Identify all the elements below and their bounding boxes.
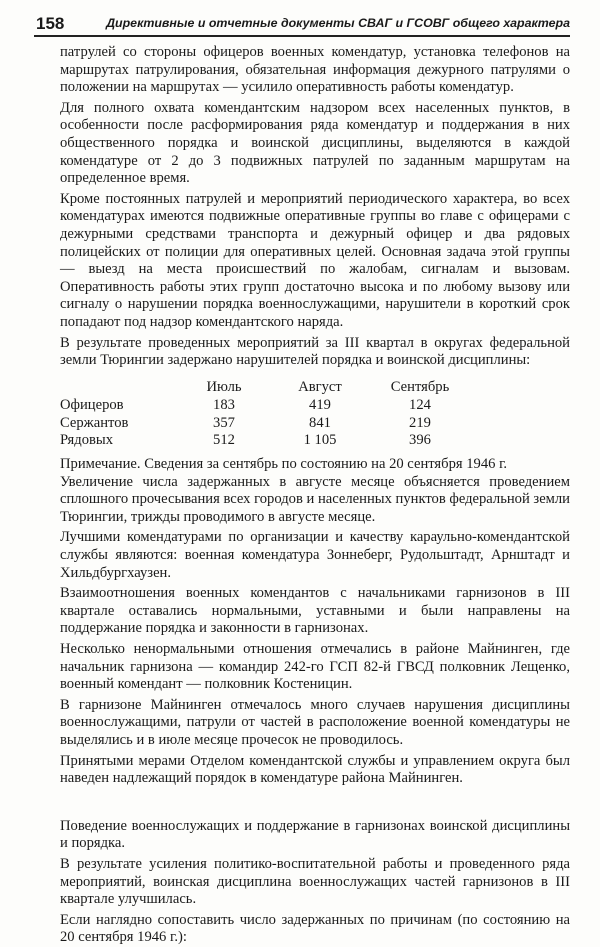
column-header: Сентябрь	[390, 378, 450, 395]
table-cell: 183	[213, 397, 235, 414]
paragraph: Увеличение числа задержанных в августе месяце объясняется проведением сплошного прочесывания всех городов и населенных пунктов федеральной земли Тюрингии, трижды проводимого в августе месяце.	[60, 473, 570, 525]
table-cell: 512	[213, 432, 235, 449]
row-label: Офицеров	[60, 397, 124, 414]
table-cell: 219	[409, 414, 431, 431]
document-body	[60, 44, 570, 947]
paragraph: Несколько ненормальными отношения отмечались в районе Майнинген, где начальник гарнизона — командир 242-го ГСП 82-й ГВСД полковник Лещенко, военный комендант — полковник Костеницин.	[60, 641, 570, 693]
table-cell: 841	[309, 414, 331, 431]
table-header-row	[60, 379, 460, 398]
paragraph: Взаимоотношения военных комендантов с начальниками гарнизонов в III квартале оставались нормальными, уставными и были направлены на поддержание порядка и законности в гарнизонах.	[60, 585, 570, 637]
table-note: Примечание. Сведения за сентябрь по состоянию на 20 сентября 1946 г.	[60, 456, 508, 473]
paragraph: Кроме постоянных патрулей и мероприятий периодического характера, во всех комендатурах имеются подвижные оперативные группы во главе с офицерами с дежурными средствами транспорта и дежурный офицер и два рядовых полицейских от полиции для оперативных целей. Основная задача этой группы — выезд на места происшествий по жалобам, сигналам и вызовам. Оперативность работы этих групп достаточно высока и по любому вызову или сигналу о нарушении порядка военнослужащими, нарушители в короткий срок попадают под надзор комендантского наряда.	[60, 190, 570, 330]
paragraph: Если наглядно сопоставить число задержанных по причинам (по состоянию на 20 сентября 1946 г.):	[60, 911, 570, 946]
column-header: Июль	[206, 378, 242, 395]
row-label: Сержантов	[60, 414, 129, 431]
page-number: 158	[36, 14, 65, 33]
running-title: Директивные и отчетные документы СВАГ и ГСОВГ общего характера	[106, 16, 570, 30]
table-cell: 124	[409, 397, 431, 414]
paragraph: патрулей со стороны офицеров военных комендатур, установка телефонов на маршрутах патрулирования, обязательная информация дежурного патрулями о положении на маршрутах — усилило оперативность работы комендатур.	[60, 44, 570, 96]
table-cell: 419	[309, 397, 331, 414]
table-cell: 357	[213, 414, 235, 431]
paragraph: Для полного охвата комендантским надзором всех населенных пунктов, в особенности после расформирования ряда комендатур и поддержания в них общественного порядка и воинской дисциплины, выделяются в каждой комендатуре от 2 до 3 подвижных патрулей по заданным маршрутам на определенное время.	[60, 99, 570, 187]
paragraph: Лучшими комендатурами по организации и качеству караульно-комендантской службы являются: военная комендатура Зоннеберг, Рудольштадт, Арнштадт и Хильдбургхаузен.	[60, 529, 570, 581]
table-cell: 396	[409, 432, 431, 449]
table-corner	[60, 379, 188, 398]
paragraph: В результате усиления политико-воспитательной работы и проведенного ряда мероприятий, воинская дисциплина военнослужащих частей гарнизонов в III квартале улучшилась.	[60, 855, 570, 908]
paragraph: В результате проведенных мероприятий за III квартал в округах федеральной земли Тюрингии задержано нарушителей порядка и воинской дисциплины:	[60, 334, 570, 369]
page-header	[34, 13, 570, 37]
section-heading: Поведение военнослужащих и поддержание в гарнизонах воинской дисциплины и порядка.	[60, 817, 570, 852]
table-row	[60, 415, 460, 433]
table-row	[60, 432, 460, 450]
detentions-table	[60, 379, 460, 450]
paragraph: Принятыми мерами Отделом комендантской службы и управлением округа был наведен надлежащий порядок в комендатуре района Майнинген.	[60, 752, 570, 787]
table-cell: 1 105	[303, 432, 337, 449]
table-row	[60, 397, 460, 415]
paragraph: В гарнизоне Майнинген отмечалось много случаев нарушения дисциплины военнослужащими, патрули от частей в расположение военной комендатуры не выделялись и в июле месяце прочесок не проводилось.	[60, 696, 570, 748]
row-label: Рядовых	[60, 432, 113, 449]
column-header: Август	[298, 378, 342, 395]
